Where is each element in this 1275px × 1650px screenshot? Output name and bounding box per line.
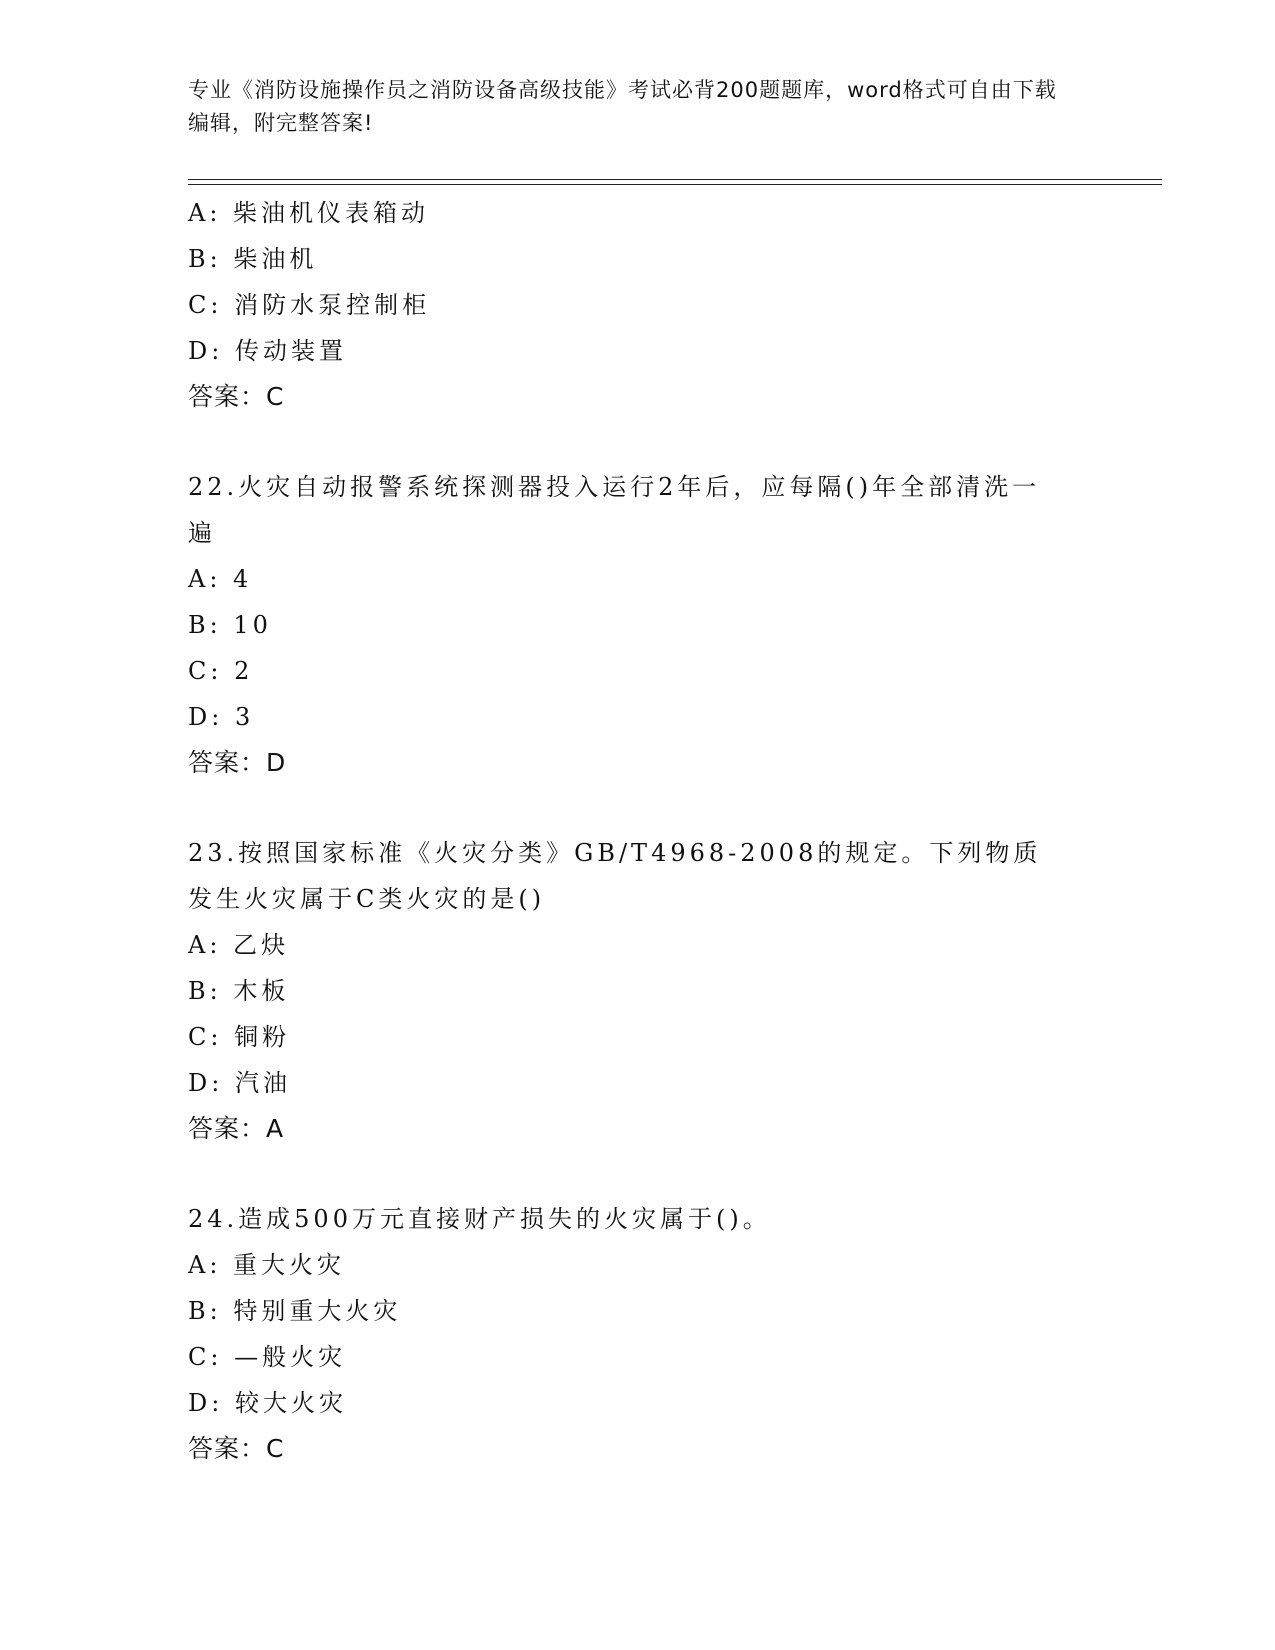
header-divider-top [188,179,1162,180]
question-block-22 [188,464,1088,786]
question-text: 22.火灾自动报警系统探测器投入运行2年后，应每隔()年全部清洗一遍 [188,473,1041,547]
question-block-23 [188,830,1088,1152]
question-block-continued [188,190,1088,420]
option-c: C: 铜粉 [188,1023,291,1051]
answer-line: 答案：C [188,1434,285,1463]
option-c: C: 2 [188,657,254,685]
option-c: C: —般火灾 [188,1343,347,1371]
option-d: D: 3 [188,703,255,731]
question-block-24 [188,1196,1088,1472]
header-divider-bottom [188,184,1162,185]
answer-line: 答案：C [188,382,285,411]
option-d: D: 较大火灾 [188,1389,347,1417]
option-a: A: 柴油机仪表箱动 [188,199,430,227]
question-text: 23.按照国家标准《火灾分类》GB/T4968-2008的规定。下列物质发生火灾属于C类火灾的是() [188,839,1042,913]
question-list [188,190,1088,1472]
option-b: B: 柴油机 [188,245,318,273]
option-b: B: 木板 [188,977,290,1005]
option-a: A: 乙炔 [188,931,290,959]
option-b: B: 10 [188,611,272,639]
option-d: D: 汽油 [188,1069,291,1097]
option-d: D: 传动装置 [188,337,347,365]
document-header: 专业《消防设施操作员之消防设备高级技能》考试必背200题题库，word格式可自由下载编辑，附完整答案! [188,78,1057,135]
option-b: B: 特别重大火灾 [188,1297,402,1325]
option-a: A: 重大火灾 [188,1251,346,1279]
answer-line: 答案：D [188,748,287,777]
option-a: A: 4 [188,565,253,593]
option-c: C: 消防水泵控制柜 [188,291,431,319]
question-text: 24.造成500万元直接财产损失的火灾属于()。 [188,1205,771,1233]
answer-line: 答案：A [188,1114,285,1143]
